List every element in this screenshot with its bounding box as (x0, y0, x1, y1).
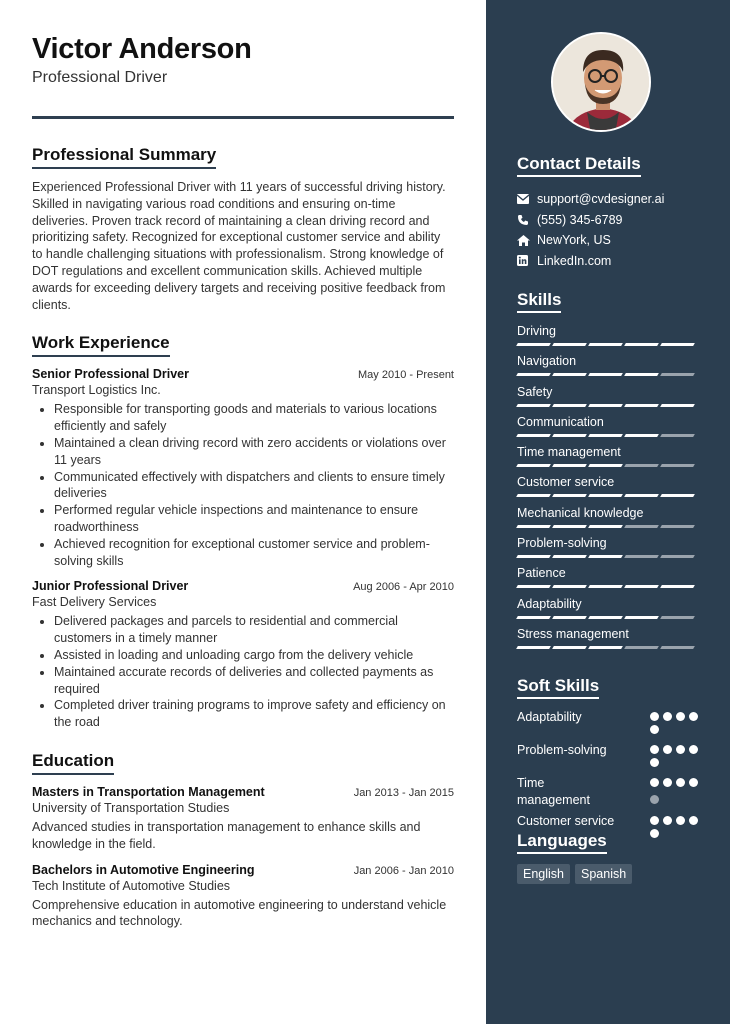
job-date: May 2010 - Present (358, 369, 454, 382)
soft-skill-name: Adaptability (517, 710, 582, 724)
job-bullets (32, 401, 454, 569)
skill-level-segment (552, 343, 587, 346)
degree-date: Jan 2006 - Jan 2010 (353, 864, 454, 877)
degree-description: Advanced studies in transportation management to enhance skills and knowledge in the field. (32, 819, 421, 851)
summary-text: Experienced Professional Driver with 11 years of successful driving history. Skilled in navigating various road conditions and ensuring on-time deliveries. Proven track record of maintaining a clean driving record and prioritizing safety. Recognized for exceptional customer service and ability to handle challenging situations with professionalism. Strong knowledge of DOT regulations and excellent communication skills. Achieved multiple awards for exceeding delivery targets and receiving positive feedback from clients. (32, 180, 446, 312)
skill-level-bars (517, 343, 702, 346)
skill-row (517, 565, 702, 595)
skill-level-segment (516, 525, 551, 528)
soft-skill-level-dot (689, 745, 698, 754)
skill-level-bars (517, 434, 702, 437)
skill-name: Communication (517, 414, 604, 429)
skill-level-bars (517, 494, 702, 497)
skill-level-segment (588, 555, 623, 558)
skill-level-segment (624, 343, 659, 346)
skill-level-segment (552, 585, 587, 588)
skill-level-segment (552, 525, 587, 528)
soft-skill-level-dot (676, 712, 685, 721)
skill-level-segment (552, 555, 587, 558)
avatar (551, 32, 651, 132)
soft-skill-level-dot (676, 745, 685, 754)
candidate-title: Professional Driver (32, 69, 168, 86)
degree-description: Comprehensive education in automotive engineering to understand vehicle mechanics and technology. (32, 897, 447, 929)
skill-level-segment (660, 525, 695, 528)
education-section (32, 751, 454, 930)
candidate-name: Victor Anderson (32, 33, 252, 65)
degree-title: Bachelors in Automotive Engineering (32, 862, 255, 877)
envelope-icon (517, 194, 537, 204)
soft-skill-level-dot (650, 758, 659, 767)
skill-level-segment (588, 434, 623, 437)
soft-skill-level-dot (650, 712, 659, 721)
phone-icon (517, 214, 537, 226)
skill-level-segment (552, 373, 587, 376)
skill-level-segment (660, 585, 695, 588)
skill-level-segment (624, 525, 659, 528)
list-item: • Maintained a clean driving record with zero accidents or violations over 11 years (54, 435, 454, 469)
soft-skill-level-dot (650, 778, 659, 787)
soft-skill-level-dot (689, 778, 698, 787)
skill-level-segment (660, 343, 695, 346)
skill-level-segment (588, 646, 623, 649)
skill-name: Driving (517, 324, 556, 338)
linkedin-icon (517, 255, 537, 266)
soft-skill-level-dot (663, 816, 672, 825)
skill-name: Patience (517, 566, 566, 581)
skill-name: Problem-solving (517, 536, 607, 551)
list-item: • Performed regular vehicle inspections and maintenance to ensure roadworthiness (54, 502, 454, 536)
skill-level-segment (516, 434, 551, 437)
soft-skill-level-dot (650, 725, 659, 734)
job-date: Aug 2006 - Apr 2010 (353, 581, 454, 594)
skill-level-segment (660, 646, 695, 649)
skill-level-segment (552, 404, 587, 407)
soft-skill-name: Time management (517, 776, 590, 807)
skill-level-bars (517, 373, 702, 376)
skill-level-segment (588, 616, 623, 619)
skill-level-segment (516, 404, 551, 407)
skill-level-segment (624, 646, 659, 649)
skill-level-segment (552, 464, 587, 467)
education-entry (32, 785, 454, 853)
summary-section (32, 145, 454, 313)
soft-skill-level-dot (650, 795, 659, 804)
soft-skill-level-dot (663, 778, 672, 787)
soft-skills-list (517, 709, 702, 838)
skill-level-segment (624, 494, 659, 497)
soft-skill-level-dot (676, 816, 685, 825)
skill-name: Customer service (517, 475, 615, 490)
language-tags (517, 864, 702, 884)
languages-heading: Languages (517, 831, 607, 854)
soft-skills-section (517, 676, 702, 846)
experience-heading: Work Experience (32, 333, 170, 357)
contact-section (517, 154, 702, 271)
skill-name: Stress management (517, 626, 629, 641)
soft-skill-row (517, 742, 702, 767)
skill-level-segment (588, 525, 623, 528)
contact-location (517, 230, 702, 251)
location-text: NewYork, US (537, 233, 611, 248)
degree-title: Masters in Transportation Management (32, 784, 265, 799)
experience-section (32, 333, 454, 731)
skill-level-segment (588, 494, 623, 497)
skill-level-segment (516, 373, 551, 376)
soft-skill-level-dot (650, 816, 659, 825)
skill-level-segment (552, 494, 587, 497)
soft-skill-level-dot (650, 745, 659, 754)
email-text: support@cvdesigner.ai (537, 192, 665, 207)
skill-level-bars (517, 464, 702, 467)
skill-level-segment (624, 585, 659, 588)
soft-skill-name: Problem-solving (517, 743, 607, 757)
skill-name: Adaptability (517, 596, 582, 611)
soft-skill-level-dot (663, 745, 672, 754)
soft-skills-heading: Soft Skills (517, 676, 599, 699)
skill-name: Time management (517, 445, 621, 460)
language-tag: Spanish (575, 864, 632, 884)
skill-row (517, 474, 702, 504)
skill-level-segment (624, 464, 659, 467)
skill-row (517, 535, 702, 565)
skill-level-segment (588, 343, 623, 346)
skill-level-segment (516, 494, 551, 497)
contact-linkedin[interactable] (517, 251, 702, 272)
skill-row (517, 505, 702, 535)
soft-skill-row (517, 709, 702, 734)
header-divider (32, 116, 454, 119)
linkedin-text: LinkedIn.com (537, 253, 612, 268)
education-entry (32, 863, 454, 931)
soft-skill-level-dot (689, 712, 698, 721)
job-entry (32, 579, 454, 731)
main-column (32, 32, 454, 930)
skill-level-bars (517, 525, 702, 528)
skill-level-bars (517, 616, 702, 619)
skill-level-segment (588, 464, 623, 467)
degree-date: Jan 2013 - Jan 2015 (353, 786, 454, 799)
list-item: • Maintained accurate records of deliveries and collected payments as required (54, 664, 454, 698)
skill-level-segment (660, 404, 695, 407)
skill-name: Safety (517, 384, 553, 399)
skill-level-segment (516, 464, 551, 467)
languages-section (517, 831, 702, 884)
list-item: • Communicated effectively with dispatchers and clients to ensure timely deliveries (54, 469, 454, 503)
soft-skill-level-dot (676, 778, 685, 787)
skill-level-segment (588, 373, 623, 376)
skill-level-segment (660, 464, 695, 467)
skills-heading: Skills (517, 290, 561, 313)
skill-level-segment (588, 404, 623, 407)
skill-level-segment (624, 404, 659, 407)
job-bullets (32, 613, 454, 731)
school-name: Tech Institute of Automotive Studies (32, 878, 231, 893)
skill-level-segment (516, 646, 551, 649)
summary-heading: Professional Summary (32, 145, 216, 169)
skill-level-segment (660, 555, 695, 558)
skill-row (517, 323, 702, 353)
skill-level-segment (516, 616, 551, 619)
skill-name: Navigation (517, 354, 577, 369)
skill-row (517, 444, 702, 474)
skill-level-segment (624, 373, 659, 376)
contact-heading: Contact Details (517, 154, 641, 177)
skill-level-segment (660, 434, 695, 437)
skill-level-bars (517, 585, 702, 588)
skill-level-segment (588, 585, 623, 588)
skill-level-segment (516, 343, 551, 346)
skill-level-bars (517, 646, 702, 649)
job-entry (32, 367, 454, 569)
language-tag: English (517, 864, 570, 884)
skill-row (517, 414, 702, 444)
skill-row (517, 596, 702, 626)
job-title: Senior Professional Driver (32, 367, 190, 382)
soft-skill-level-dot (689, 816, 698, 825)
skill-level-segment (624, 434, 659, 437)
soft-skill-level-dots (650, 742, 702, 767)
skill-level-segment (552, 434, 587, 437)
skill-level-segment (660, 373, 695, 376)
skill-row (517, 384, 702, 414)
sidebar (486, 0, 730, 1024)
school-name: University of Transportation Studies (32, 800, 230, 815)
skill-level-segment (552, 616, 587, 619)
list-item: • Responsible for transporting goods and materials to various locations efficiently and safely (54, 401, 454, 435)
portrait-icon (553, 34, 651, 132)
job-title: Junior Professional Driver (32, 579, 189, 594)
contact-phone[interactable] (517, 210, 702, 231)
skill-level-segment (516, 555, 551, 558)
skill-row (517, 626, 702, 656)
list-item: • Completed driver training programs to improve safety and efficiency on the road (54, 697, 454, 731)
skills-list (517, 323, 702, 656)
list-item: • Assisted in loading and unloading cargo from the delivery vehicle (54, 647, 454, 664)
home-icon (517, 235, 537, 246)
soft-skill-row (517, 775, 702, 809)
list-item: • Achieved recognition for exceptional customer service and problem-solving skills (54, 536, 454, 570)
job-company: Transport Logistics Inc. (32, 383, 161, 398)
skill-level-segment (516, 585, 551, 588)
soft-skill-level-dots (650, 775, 702, 809)
skill-row (517, 353, 702, 383)
skill-level-segment (660, 494, 695, 497)
skills-section (517, 290, 702, 656)
skill-level-bars (517, 404, 702, 407)
skill-name: Mechanical knowledge (517, 505, 644, 520)
skill-level-segment (660, 616, 695, 619)
skill-level-bars (517, 555, 702, 558)
soft-skill-name: Customer service (517, 813, 615, 828)
job-company: Fast Delivery Services (32, 595, 157, 610)
soft-skill-level-dot (663, 712, 672, 721)
phone-text: (555) 345-6789 (537, 212, 623, 227)
contact-email[interactable] (517, 189, 702, 210)
education-heading: Education (32, 751, 114, 775)
list-item: • Delivered packages and parcels to residential and commercial customers in a timely manner (54, 613, 454, 647)
skill-level-segment (624, 555, 659, 558)
skill-level-segment (624, 616, 659, 619)
soft-skill-level-dots (650, 709, 702, 734)
skill-level-segment (552, 646, 587, 649)
